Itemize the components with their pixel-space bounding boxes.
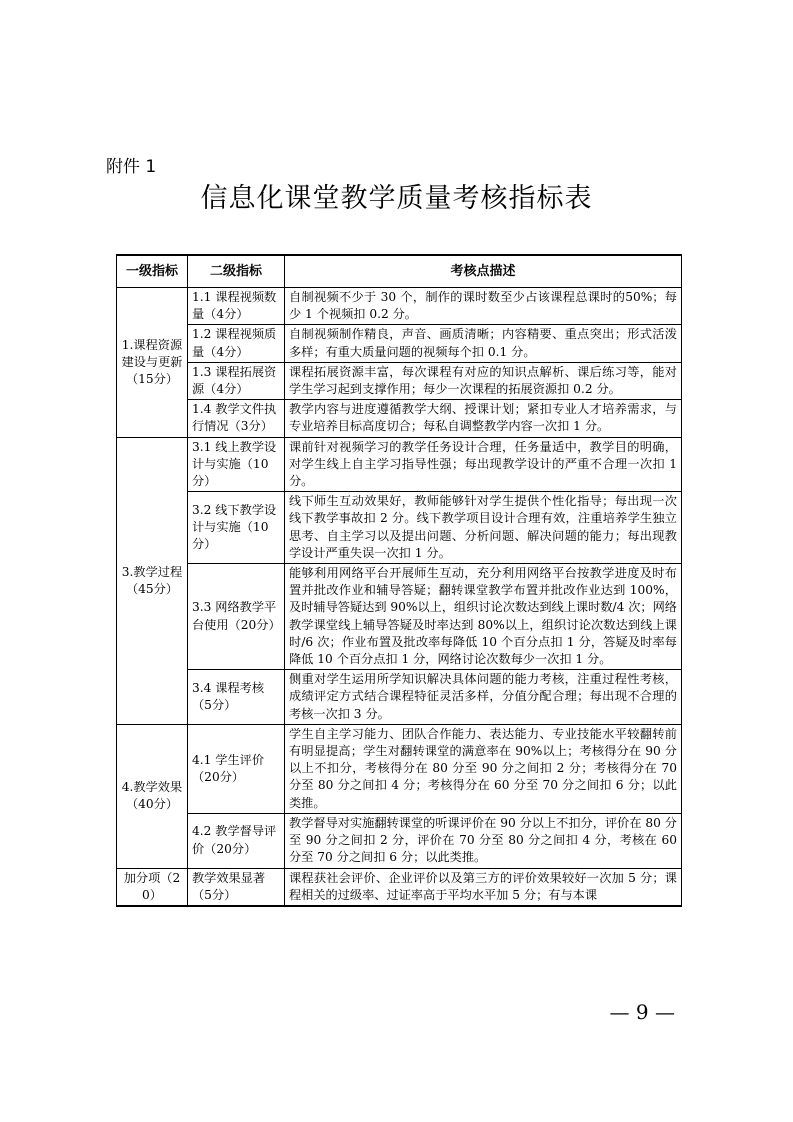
table-row	[117, 400, 682, 437]
indicator-table	[116, 254, 682, 907]
header-level2: 二级指标	[188, 255, 285, 288]
attachment-label: 附件 1	[106, 157, 157, 177]
level2-cell: 1.1 课程视频数量（4分）	[188, 288, 285, 325]
level2-cell: 1.3 课程拓展资源（4分）	[188, 362, 285, 399]
level1-cell: 1.课程资源建设与更新（15分）	[117, 288, 188, 438]
table-row	[117, 492, 682, 564]
description-cell: 教学内容与进度遵循教学大纲、授课计划；紧扣专业人才培养需求，与专业培养目标高度切合；每私自调整教学内容一次扣 1 分。	[285, 400, 682, 437]
level2-cell: 3.4 课程考核（5分）	[188, 670, 285, 725]
table-row	[117, 288, 682, 325]
description-cell: 课前针对视频学习的教学任务设计合理，任务量适中，教学目的明确，对学生线上自主学习指导性强；每出现教学设计的严重不合理一次扣 1 分。	[285, 437, 682, 492]
table-row	[117, 868, 682, 906]
level2-cell: 4.2 教学督导评价（20分）	[188, 813, 285, 868]
level1-cell: 3.教学过程（45分）	[117, 437, 188, 724]
level2-cell: 1.4 教学文件执行情况（3分）	[188, 400, 285, 437]
table-header-row	[117, 255, 682, 288]
level2-cell: 3.3 网络教学平台使用（20分）	[188, 564, 285, 670]
table-row	[117, 670, 682, 725]
level2-cell: 3.1 线上教学设计与实施（10分）	[188, 437, 285, 492]
level2-cell: 3.2 线下教学设计与实施（10分）	[188, 492, 285, 564]
level2-cell: 教学效果显著（5分）	[188, 868, 285, 906]
header-level1: 一级指标	[117, 255, 188, 288]
description-cell: 自制视频不少于 30 个，制作的课时数至少占该课程总课时的50%；每少 1 个视频扣 0.2 分。	[285, 288, 682, 325]
description-cell: 学生自主学习能力、团队合作能力、表达能力、专业技能水平较翻转前有明显提高；学生对翻转课堂的满意率在 90%以上；考核得分在 90 分以上不扣分，考核得分在 80 分至 90 分之间扣 2 分；考核得分在 70 分至 80 分之间扣 4 分；考核得分在 60 分至 70 分之间扣 6 分；以此类推。	[285, 724, 682, 813]
table-row	[117, 362, 682, 399]
level2-cell: 1.2 课程视频质量（4分）	[188, 325, 285, 362]
level1-cell: 4.教学效果（40分）	[117, 724, 188, 868]
level2-cell: 4.1 学生评价（20分）	[188, 724, 285, 813]
description-cell: 能够利用网络平台开展师生互动，充分利用网络平台按教学进度及时布置并批改作业和辅导答疑；翻转课堂教学布置并批改作业达到 100%，及时辅导答疑达到 90%以上，组织讨论次数达到线上课时数/4 次；网络教学课堂线上辅导答疑及时率达到 80%以上，组织讨论次数达到线上课时/6 次；作业布置及批改率每降低 10 个百分点扣 1 分，答疑及时率每降低 10 个百分点扣 1 分，网络讨论次数每少一次扣 1 分。	[285, 564, 682, 670]
description-cell: 自制视频制作精良，声音、画质清晰；内容精要、重点突出；形式活泼多样；有重大质量问题的视频每个扣 0.1 分。	[285, 325, 682, 362]
table-row	[117, 724, 682, 813]
description-cell: 教学督导对实施翻转课堂的听课评价在 90 分以上不扣分，评价在 80 分至 90 分之间扣 2 分，评价在 70 分至 80 分之间扣 4 分，考核在 60 分至 70 分之间扣 6 分；以此类推。	[285, 813, 682, 868]
page-title: 信息化课堂教学质量考核指标表	[200, 183, 593, 214]
table-row	[117, 325, 682, 362]
level1-cell: 加分项（20）	[117, 868, 188, 906]
header-description: 考核点描述	[285, 255, 682, 288]
description-cell: 课程获社会评价、企业评价以及第三方的评价效果较好一次加 5 分；课程相关的过级率、过证率高于平均水平加 5 分；有与本课	[285, 868, 682, 906]
description-cell: 线下师生互动效果好，教师能够针对学生提供个性化指导；每出现一次线下教学事故扣 2 分。线下教学项目设计合理有效，注重培养学生独立思考、自主学习以及提出问题、分析问题、解决问题的能力；每出现教学设计严重失误一次扣 1 分。	[285, 492, 682, 564]
page-number: — 9 —	[609, 1000, 675, 1024]
description-cell: 课程拓展资源丰富，每次课程有对应的知识点解析、课后练习等，能对学生学习起到支撑作用；每少一次课程的拓展资源扣 0.2 分。	[285, 362, 682, 399]
table-row	[117, 437, 682, 492]
table-row	[117, 813, 682, 868]
description-cell: 侧重对学生运用所学知识解决具体问题的能力考核，注重过程性考核，成绩评定方式结合课程特征灵活多样，分值分配合理；每出现不合理的考核一次扣 3 分。	[285, 670, 682, 725]
table-row	[117, 564, 682, 670]
